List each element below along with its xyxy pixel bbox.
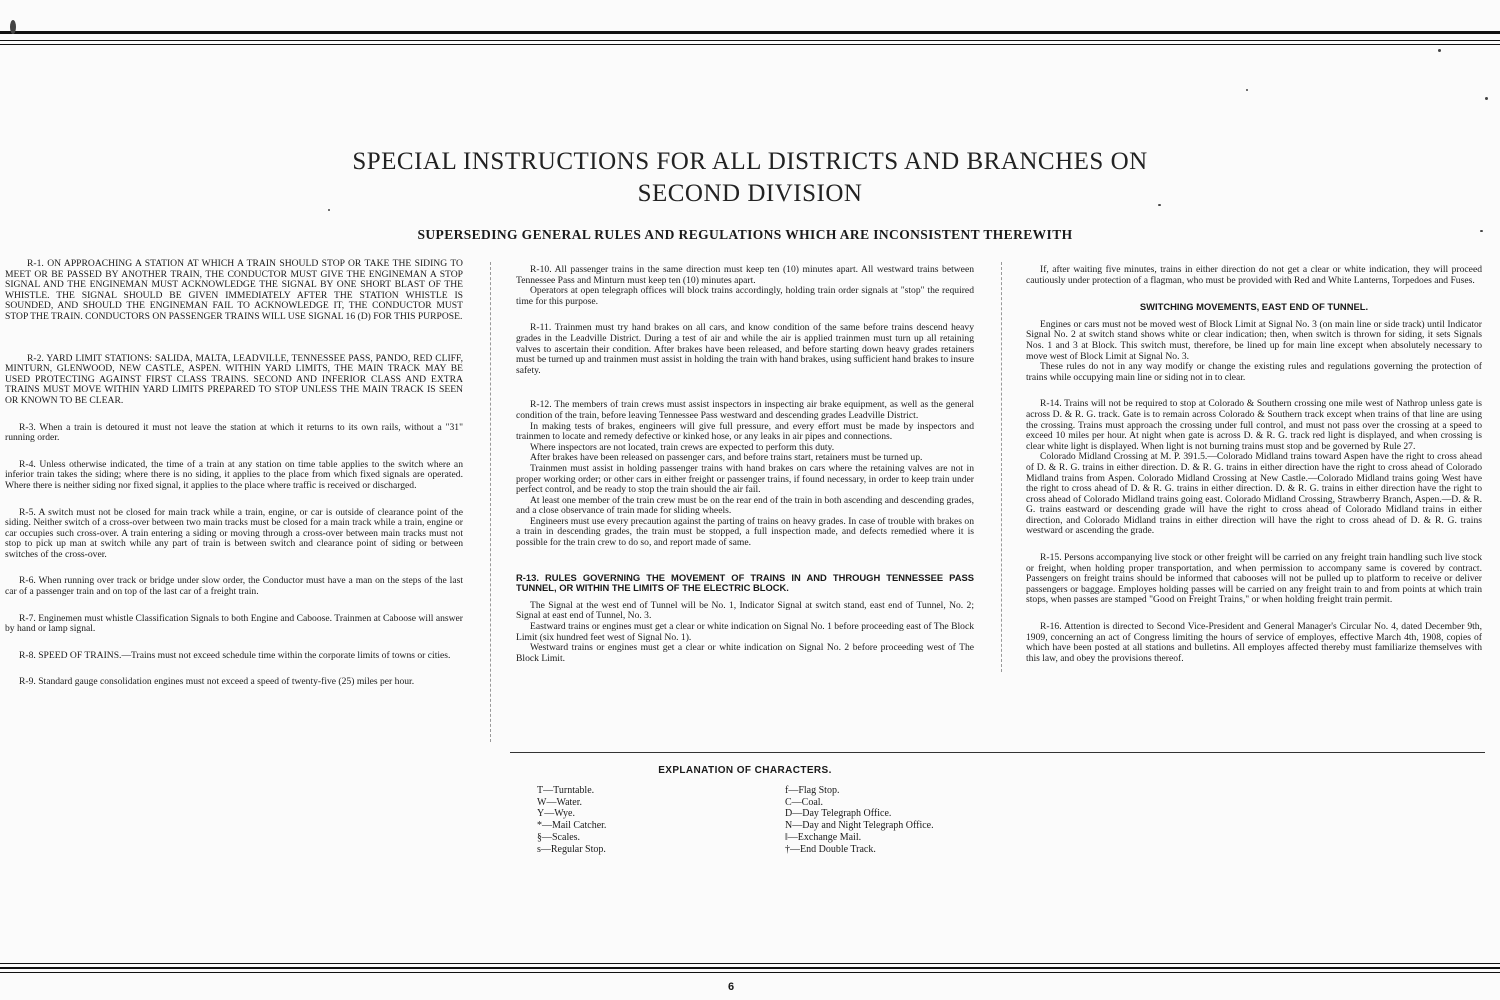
column-2	[516, 265, 974, 664]
rule-r12d: After brakes have been released on passenger cars, and before trains start, retainers must be turned up.	[530, 452, 923, 464]
rule-r13a: The Signal at the west end of Tunnel will be No. 1, Indicator Signal at switch stand, east end of Tunnel, No. 2; Signal at east end of Tunnel, No. 3.	[516, 599, 974, 622]
explanation-title: EXPLANATION OF CHARACTERS.	[658, 765, 832, 776]
rule-r13-continued: If, after waiting five minutes, trains in either direction do not get a clear or white indication, they will proceed cautiously under protection of a flagman, who must be provided with Red and White Lanterns, Torpedoes and Fuses.	[1026, 264, 1482, 286]
rule-r5: R-5. A switch must not be closed for main track while a train, engine, or car is outside of clearance point of the siding. Neither switch of a cross-over between two main tracks must be closed for a main track while a train, engine or car occupies such cross-over. A train entering a siding or moving through a cross-over between main tracks must not stop to pick up man at switch while any part of train is between switch and clearance point of siding or between switches of the cross-over.	[5, 506, 463, 560]
legend-left	[537, 785, 606, 855]
rule-r12f: At least one member of the train crew must be on the rear end of the train in both ascending and descending grades, and a close observance of train made for sliding wheels.	[516, 494, 974, 517]
rule-r13b: Eastward trains or engines must get a clear or white indication on Signal No. 1 before proceeding east of The Block Limit (six hundred feet west of Signal No. 1).	[516, 621, 974, 643]
legend-item: T—Turntable.	[537, 785, 595, 796]
legend-item: Y—Wye.	[537, 808, 575, 820]
bottom-rule-2	[0, 967, 1500, 969]
legend-item: D—Day Telegraph Office.	[785, 808, 892, 820]
page-subtitle: SUPERSEDING GENERAL RULES AND REGULATIONS WHICH ARE INCONSISTENT THEREWITH	[417, 227, 1073, 242]
rule-r11: R-11. Trainmen must try hand brakes on all cars, and know condition of the same before trains descend heavy grades in the Leadville District. During a test of air and while the air is applied trainmen must turn up all retaining valves to ascertain their condition. After brakes have been released, and before starting down heavy grades retainers must be turned up and trainmen must assist in holding the train with hand brakes, using sufficient hand brakes to insure safety.	[516, 322, 974, 376]
rule-r9: R-9. Standard gauge consolidation engines must not exceed a speed of twenty-five (25) miles per hour.	[19, 676, 415, 688]
rule-r12a: R-12. The members of train crews must assist inspectors in inspecting air brake equipment, as well as the general condition of the train, before leaving Tennessee Pass westward and descending grades Leadville District.	[516, 399, 974, 421]
rule-r3: R-3. When a train is detoured it must not leave the station at which it returns to its own rails, without a "31" running order.	[5, 421, 463, 444]
legend-item: C—Coal.	[785, 796, 824, 808]
legend-right	[785, 785, 934, 855]
column-1	[5, 259, 463, 688]
top-rule-thick	[0, 31, 1500, 34]
bottom-rule-1	[0, 963, 1500, 964]
switching-p1: Engines or cars must not be moved west of Block Limit at Signal No. 3 (on main line or side track) until Indicator Signal No. 2 at switch stand shows white or clear indication; then, when switch is thrown for siding, it sets Signals Nos. 1 and 3 at Block. This switch must, therefore, be lined up for main line except when absolutely necessary to move west of Block Limit at Signal No. 3.	[1026, 318, 1482, 362]
page-number: 6	[728, 981, 735, 993]
rule-r7: R-7. Enginemen must whistle Classification Signals to both Engine and Caboose. Trainmen at Caboose will answer by hand or lamp signal.	[5, 612, 463, 635]
scan-speck	[1246, 89, 1248, 91]
scan-speck	[1438, 49, 1441, 52]
rule-r1: R-1. ON APPROACHING A STATION AT WHICH A TRAIN SHOULD STOP OR TAKE THE SIDING TO MEET OR BE PASSED BY ANOTHER TRAIN, THE CONDUCTOR MUST GIVE THE ENGINEMAN A STOP SIGNAL AND THE ENGINEMAN MUST ACKNOWLEDGE THE SIGNAL BY ONE SHORT BLAST OF THE WHISTLE. THE SIGNAL SHOULD BE GIVEN IMMEDIATELY AFTER THE STATION WHISTLE IS SOUNDED, AND SHOULD THE ENGINEMAN FAIL TO ACKNOWLEDGE IT, THE CONDUCTOR MUST STOP THE TRAIN. CONDUCTORS ON PASSENGER TRAINS WILL USE SIGNAL 16 (D) FOR THIS PURPOSE.	[5, 258, 463, 322]
rule-r13-heading: R-13. RULES GOVERNING THE MOVEMENT OF TRAINS IN AND THROUGH TENNESSEE PASS TUNNEL, OR WITHIN THE LIMITS OF THE ELECTRIC BLOCK.	[516, 571, 974, 594]
rule-r2: R-2. YARD LIMIT STATIONS: SALIDA, MALTA, LEADVILLE, TENNESSEE PASS, PANDO, RED CLIFF, MINTURN, GLENWOOD, NEW CASTLE, ASPEN. WITHIN YARD LIMITS, THE MAIN TRACK MAY BE USED PROTECTING AGAINST FIRST CLASS TRAINS. SECOND AND INFERIOR CLASS AND EXTRA TRAINS MUST MOVE WITHIN YARD LIMITS PREPARED TO STOP UNLESS THE MAIN TRACK IS SEEN OR KNOWN TO BE CLEAR.	[5, 352, 463, 406]
legend-item: f—Flag Stop.	[785, 785, 840, 796]
rule-r12c: Where inspectors are not located, train crews are expected to perform this duty.	[530, 441, 835, 453]
switching-heading: SWITCHING MOVEMENTS, EAST END OF TUNNEL.	[1139, 301, 1369, 313]
top-rule-thin	[0, 40, 1500, 41]
legend-item: W—Water.	[537, 796, 583, 808]
rule-r10a: R-10. All passenger trains in the same direction must keep ten (10) minutes apart. All westward trains between Tennessee Pass and Minturn must keep ten (10) minutes apart.	[516, 264, 974, 286]
rule-r10b: Operators at open telegraph offices will block trains accordingly, holding train order signals at "stop" the required time for this purpose.	[516, 285, 974, 307]
scan-speck	[328, 209, 330, 211]
rule-r8: R-8. SPEED OF TRAINS.—Trains must not exceed schedule time within the corporate limits of towns or cities.	[19, 649, 451, 661]
scan-speck	[1485, 97, 1488, 100]
legend-item: s—Regular Stop.	[537, 843, 606, 855]
rule-r12g: Engineers must use every precaution against the parting of trains on heavy grades. In case of trouble with brakes on a train in descending grades, the train must be stopped, a full inspection made, and defects remedied where it is possible for the train crew to do so, and report made of same.	[516, 515, 974, 549]
scan-speck	[1480, 230, 1483, 232]
scan-speck	[10, 20, 16, 34]
rule-r14b: Colorado Midland Crossing at M. P. 391.5.—Colorado Midland trains toward Aspen have the right to cross ahead of D. & R. G. trains in either direction. D. & R. G. trains in either direction have the right to cross ahead of Colorado Midland trains from Aspen. Colorado Midland Crossing at New Castle.—Colorado Midland trains going West have the right to cross ahead of D. & R. G. trains in either direction. D. & R. G. trains in either direction have the right to cross ahead of Colorado Midland trains going east. Colorado Midland Crossing, Strawberry Branch, Aspen.—D. & R. G. trains eastward or descending grade will have the right to cross ahead of Colorado Midland trains in either direction, and Colorado Midland trains in either direction will have the right to cross ahead of D. & R. G. trains westward or ascending the grade.	[1026, 451, 1482, 537]
rule-r14a: R-14. Trains will not be required to stop at Colorado & Southern crossing one mile west of Nathrop unless gate is across D. & R. G. track. Gate is to remain across Colorado & Southern track except when trains of that line are using the crossing. Trains must approach the crossing under full control, and must not pass over the crossing at a speed to exceed 10 miles per hour. At night when gate is across D. & R. G. track red light is displayed, and when crossing is clear white light is displayed. When light is not burning trains must stop and be governed by Rule 27.	[1026, 398, 1482, 452]
column-3	[1026, 265, 1482, 664]
column-divider-1	[490, 262, 491, 742]
legend-item: †—End Double Track.	[785, 843, 876, 855]
rule-r4: R-4. Unless otherwise indicated, the time of a train at any station on time table applies to the switch where an inferior train takes the siding; where there is no siding, it applies to the place from which fixed signals are operated. Where there is neither siding nor fixed signal, it applies to the place where traffic is received or discharged.	[5, 458, 463, 491]
top-rule-3	[0, 44, 1500, 45]
scan-speck	[1158, 204, 1161, 206]
page-title-line1: SPECIAL INSTRUCTIONS FOR ALL DISTRICTS AND BRANCHES ON	[352, 148, 1148, 175]
rule-r12b: In making tests of brakes, engineers will give full pressure, and every effort must be made by inspectors and trainmen to locate and remedy defective or kinked hose, or any leaks in air pipes and connections.	[516, 420, 974, 443]
rule-r15: R-15. Persons accompanying live stock or other freight will be carried on any freight train handling such live stock or freight, when holding proper transportation, and when permission to accompany same is covered by contract. Passengers on freight trains should be informed that cabooses will not be pulled up to platform to receive or deliver passengers or baggage. Employes holding passes will be carried on any freight train to and from points at which train stops, when passes are stamped "Good on Freight Trains," or when holding freight train permit.	[1026, 552, 1482, 606]
legend-item: N—Day and Night Telegraph Office.	[785, 820, 934, 832]
rule-r16: R-16. Attention is directed to Second Vice-President and General Manager's Circular No. 4, dated December 9th, 1909, concerning an act of Congress limiting the hours of service of employes, effective March 4th, 1908, copies of which have been posted at all stations and bulletins. All employes affected thereby must familiarize themselves with this law, and obey the provisions thereof.	[1026, 621, 1482, 664]
rule-r13c: Westward trains or engines must get a clear or white indication on Signal No. 2 before proceeding west of The Block Limit.	[516, 642, 974, 664]
page-title-line2: SECOND DIVISION	[637, 180, 863, 207]
rule-r12e: Trainmen must assist in holding passenger trains with hand brakes on cars where the retaining valves are not in proper working order; or other cars in either freight or passenger trains, if found necessary, in order to keep train under perfect control, and be ready to stop the train should the air fail.	[516, 462, 974, 496]
legend-item: §—Scales.	[537, 831, 581, 843]
legend-item: ‖—Exchange Mail.	[785, 831, 862, 843]
bottom-rule-3	[0, 972, 1500, 973]
column-divider-2	[1001, 262, 1002, 672]
switching-p2: These rules do not in any way modify or change the existing rules and regulations governing the protection of trains while occupying main line or siding not in to clear.	[1026, 361, 1482, 383]
legend-item: *—Mail Catcher.	[537, 820, 607, 832]
explanation-rule	[510, 752, 1485, 753]
rule-r6: R-6. When running over track or bridge under slow order, the Conductor must have a man on the steps of the last car of a passenger train and on top of the last car of a freight train.	[5, 575, 463, 598]
